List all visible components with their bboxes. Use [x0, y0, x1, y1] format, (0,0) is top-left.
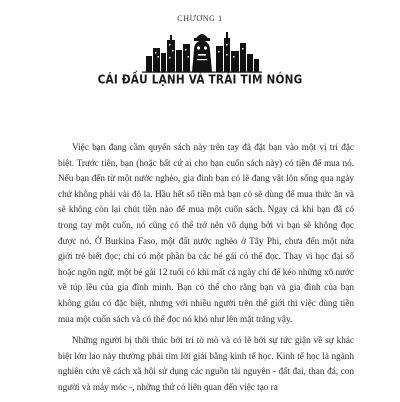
- paragraph: Việc bạn đang cầm quyển sách này trên tay đã đặt bạn vào một vị trí đặc biệt. Trước tiên, bạn (hoặc bất cứ ai cho bạn cuốn sách này) có tiền để mua nó. Nếu bạn đến từ một nước nghèo, gia đình bạn có lẽ đang vật lộn sống qua ngày chứ không phải vài đô la. Hầu hết số tiền mà bạn có sẽ dùng để mua thức ăn và sẽ không còn lại chút tiền nào để mua một cuốn sách. Ngay cả khi bạn đã có trong tay một cuốn, nó cũng có thể trở nên vô dụng bởi vì bạn sẽ không đọc được nó. Ở Burkina Faso, một đất nước nghèo ở Tây Phi, chưa đến một nửa giới trẻ biết đọc; chỉ có một phần ba các bé gái có thể đọc. Thay vì học đại số hoặc ngôn ngữ, một bé gái 12 tuổi có khi mất cả ngày chỉ để kéo những xô nước về túp lều của gia đình mình. Bạn có thể cho rằng bạn và gia đình của bạn không giàu có đặc biệt, nhưng với nhiều người trên thế giới thì việc dùng tiền mua một cuốn sách và có thể đọc nó khó như lên mặt trăng vậy.: [58, 142, 354, 324]
- chapter-label: CHƯƠNG 1: [177, 14, 223, 23]
- chapter-title: CÁI ĐẦU LẠNH VÀ TRÁI TIM NÓNG: [97, 73, 303, 87]
- paragraph: Những người bị thôi thúc bởi trí tò mò và có lẽ bởi sự tức giận về sự khác biệt lớn lao này thường phải tìm lời giải bằng kinh tế học. Kinh tế học là ngành nghiên cứu về cách xã hội sử dụng các nguồn tài nguyên - đất đai, than đá, con người và máy móc -, những thứ có liên quan đến việc tạo ra: [58, 335, 354, 392]
- city-skyline-emblem: [142, 26, 262, 74]
- body-text: [58, 140, 354, 402]
